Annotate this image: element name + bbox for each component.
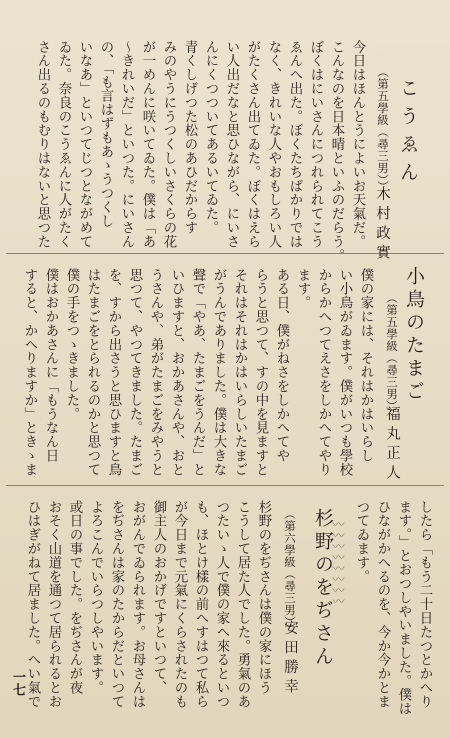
section3-title-wavy-rule: 〰〰〰〰〰〰〰〰: [331, 518, 345, 606]
section1-line: ゑんへ出た。ぼくたちばかりでは: [287, 40, 302, 249]
section3-grade: （第六學級（尋三男））: [283, 508, 297, 635]
divider-rule-bottom: [6, 485, 444, 486]
section3-line: も、ほとけ樣の前へすはつて私ら: [193, 500, 208, 709]
section2-continued-line: ます。」とおつしやいました。僕は: [396, 500, 411, 716]
section1-line: んにくつついてあるいてゐた。: [203, 40, 218, 235]
section1-line: ゐた。奈良のこうゑんに人がたく: [56, 40, 71, 249]
section2-line: 僕の手をつゝきました。: [64, 268, 79, 421]
section1-line: こんなのを日本晴といふのだらう。: [329, 40, 344, 263]
section1-line: の、「も言はずもあゝうつくし: [98, 40, 113, 228]
section2-line: からかへつてえさをしかへてやり: [316, 268, 331, 477]
section1-line: みのやうにうつくしいさくらの花: [161, 40, 176, 249]
section1-line: ぼくはにいさんにつれられてこう: [308, 40, 323, 249]
section2-line: を、すから出さうと思ひますと鳥: [106, 268, 121, 477]
section1-line: 〜きれいだ」といつた。にいさん: [119, 40, 134, 249]
section1-line: い人出だなと思ひながら、にいさ: [224, 40, 239, 249]
section3-line: つたいゝ人で僕の家へ來るといつ: [214, 500, 229, 709]
section2-line: 僕の家には、それはかはいらし: [358, 268, 373, 463]
section2-continued-line: ひながかへるのを、今か今かとま: [375, 500, 390, 709]
section2-line: うさんや、弟がたまごをみやうと: [148, 268, 163, 477]
page-number: 一七: [10, 670, 25, 696]
section3-line: が今日まで元氣にくらされたのも: [172, 500, 187, 709]
section1-line: 青くしげつた松のあひだからす: [182, 40, 197, 235]
section1-line: いなあ」といつてじつとながめて: [77, 40, 92, 249]
section1-title: こうゑん: [397, 78, 419, 190]
section2-line: いひますと、おかあさんや、おと: [169, 268, 184, 477]
section1-line: なく、きれいな人やおもしろい人: [266, 40, 281, 249]
section3-author: 安田勝幸: [282, 620, 298, 698]
section2-line: ます。: [295, 268, 310, 310]
section3-line: をぢさんは家のたからだといつて: [109, 500, 124, 709]
section1-grade: （第五學級（尋三男））: [376, 66, 390, 193]
section2-author: 福丸正人: [384, 406, 400, 484]
section2-continued-line: したら「もう二十日たつとかへり: [417, 500, 432, 709]
section2-line: 僕はおかあさんに「もうなん日: [43, 268, 58, 463]
section2-line: がうんでありました。僕は大きな: [211, 268, 226, 477]
section3-line: 御主人のおかげですといつて、: [151, 500, 166, 695]
section2-line: それはそれはかはいらしいたまご: [232, 268, 247, 477]
section3-line: よろこんでいらつしやいます。: [88, 500, 103, 695]
section1-author: 木村政實: [374, 186, 390, 264]
section3-line: ひはぎがねて居ました。へい氣で: [25, 500, 40, 709]
section2-line: すると、かへりますか」ときゝま: [22, 268, 37, 477]
section2-line: はたまごをとられるのかと思つて: [85, 268, 100, 477]
section1-line: が一めんに咲いてゐた。僕は「あ: [140, 40, 155, 249]
section2-line: い小鳥がゐます。僕がいつも學校: [337, 268, 352, 477]
section3-line: 杉野のをぢさんは僕の家にほう: [256, 500, 271, 695]
section3-line: おそく山道を通つて居られるとお: [46, 500, 61, 709]
section2-continued-line: つてゐます。: [354, 500, 369, 584]
section2-line: 思つて、やつてきました。たまご: [127, 268, 142, 477]
section2-line: らうと思つて、すの中を見ますと: [253, 268, 268, 477]
section1-line: がたくさん出てゐた。ぼくはえら: [245, 40, 260, 249]
section2-title: 小鳥のたまご: [403, 266, 425, 404]
section2-line: ある日、僕がねさをしかへてや: [274, 268, 289, 463]
section3-line: 或日の事でした。をぢさんが夜: [67, 500, 82, 695]
section2-line: 聲で「やあ、たまごをうんだ」と: [190, 268, 205, 477]
section3-line: こうして居た人でした。勇氣のあ: [235, 500, 250, 709]
section2-grade: （第五學級（尋三男））: [385, 292, 399, 419]
section3-title: 杉野のをぢさん: [312, 508, 334, 669]
section1-line: 今日はほんとうによいお天氣だ。: [350, 40, 365, 249]
section1-line: さん出るのもむりはないと思つた: [35, 40, 50, 249]
section3-line: おがんでゐられます。お母さんは: [130, 500, 145, 709]
